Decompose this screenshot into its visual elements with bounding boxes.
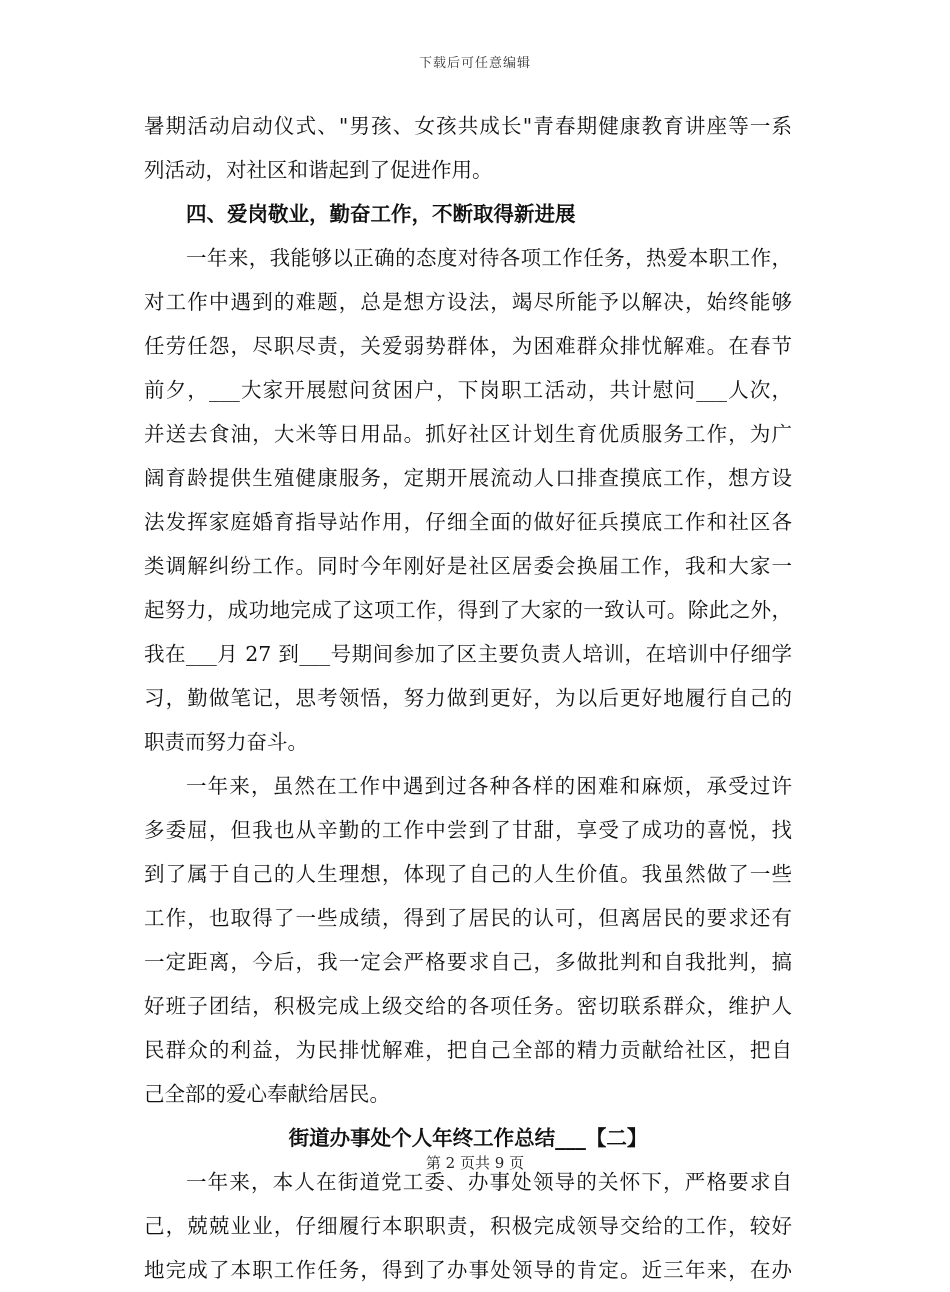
paragraph-line: 列活动，对社区和谐起到了促进作用。 [144, 158, 493, 182]
document-title: 街道办事处个人年终工作总结___【二】 [288, 1126, 648, 1150]
paragraph-line: 并送去食油，大米等日用品。抓好社区计划生育优质服务工作，为广 [144, 422, 792, 446]
paragraph-line: 一定距离，今后，我一定会严格要求自己，多做批判和自我批判，搞 [144, 950, 792, 974]
paragraph-line: 一年来，我能够以正确的态度对待各项工作任务，热爱本职工作， [186, 246, 792, 270]
paragraph-line: 好班子团结，积极完成上级交给的各项任务。密切联系群众，维护人 [144, 994, 792, 1018]
document-body [144, 104, 792, 1292]
section-heading: 四、爱岗敬业，勤奋工作，不断取得新进展 [186, 202, 576, 226]
paragraph-line: 工作，也取得了一些成绩，得到了居民的认可，但离居民的要求还有 [144, 906, 792, 930]
paragraph-line: 己，兢兢业业，仔细履行本职职责，积极完成领导交给的工作，较好 [144, 1214, 792, 1238]
paragraph-line: 到了属于自己的人生理想，体现了自己的人生价值。我虽然做了一些 [144, 862, 792, 886]
paragraph-line: 我在___月 27 到___号期间参加了区主要负责人培训，在培训中仔细学 [144, 642, 792, 666]
paragraph-line: 类调解纠纷工作。同时今年刚好是社区居委会换届工作，我和大家一 [144, 554, 792, 578]
paragraph-line: 起努力，成功地完成了这项工作，得到了大家的一致认可。除此之外， [144, 598, 792, 622]
paragraph-line: 一年来，虽然在工作中遇到过各种各样的困难和麻烦，承受过许 [186, 774, 792, 798]
paragraph-line: 任劳任怨，尽职尽责，关爱弱势群体，为困难群众排忧解难。在春节 [144, 334, 792, 358]
paragraph-line: 前夕，___大家开展慰问贫困户，下岗职工活动，共计慰问___人次， [144, 378, 792, 402]
paragraph-line: 阔育龄提供生殖健康服务，定期开展流动人口排查摸底工作，想方设 [144, 466, 792, 490]
page-header: 下载后可任意编辑 [418, 56, 531, 71]
page-footer: 第 2 页共 9 页 [425, 1154, 525, 1172]
paragraph-line: 一年来，本人在街道党工委、办事处领导的关怀下，严格要求自 [186, 1170, 792, 1194]
paragraph-line: 地完成了本职工作任务，得到了办事处领导的肯定。近三年来，在办 [144, 1258, 792, 1282]
paragraph-line: 己全部的爱心奉献给居民。 [144, 1082, 390, 1106]
paragraph-line: 职责而努力奋斗。 [144, 730, 308, 754]
paragraph-line: 对工作中遇到的难题，总是想方设法，竭尽所能予以解决，始终能够 [144, 290, 792, 314]
paragraph-line: 多委屈，但我也从辛勤的工作中尝到了甘甜，享受了成功的喜悦，找 [144, 818, 792, 842]
paragraph-line: 习，勤做笔记，思考领悟，努力做到更好，为以后更好地履行自己的 [144, 686, 792, 710]
paragraph-line: 民群众的利益，为民排忧解难，把自己全部的精力贡献给社区，把自 [144, 1038, 792, 1062]
paragraph-line: 法发挥家庭婚育指导站作用，仔细全面的做好征兵摸底工作和社区各 [144, 510, 792, 534]
paragraph-line: 暑期活动启动仪式、"男孩、女孩共成长"青春期健康教育讲座等一系 [144, 114, 792, 138]
